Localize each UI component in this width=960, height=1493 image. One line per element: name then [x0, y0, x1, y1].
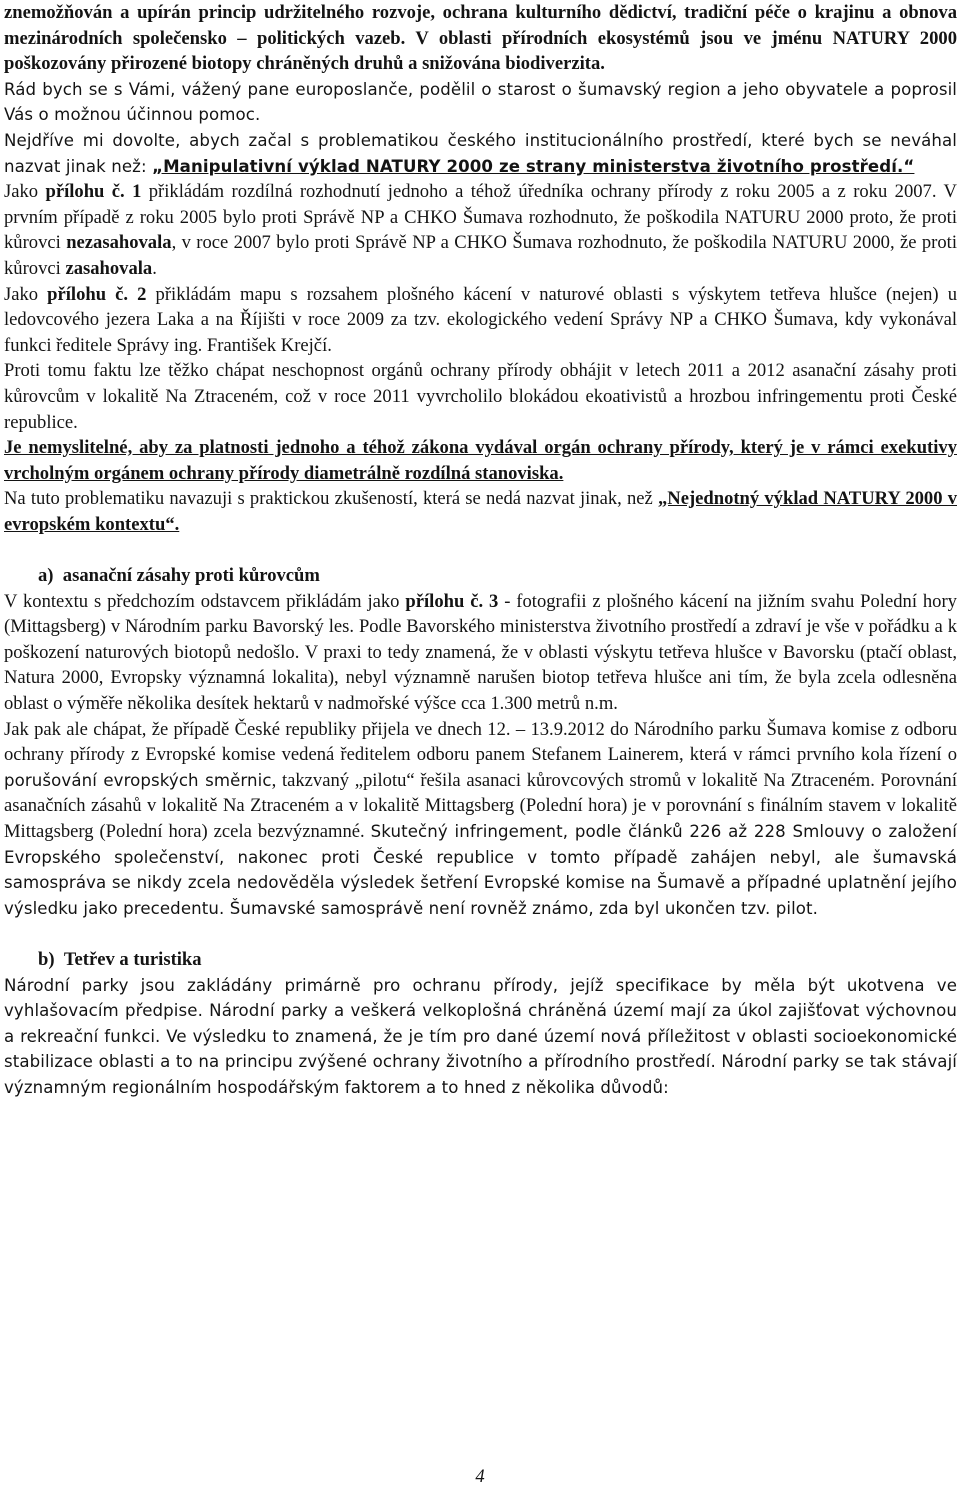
section-title: asanační zásahy proti kůrovcům [62, 565, 320, 587]
paragraph-text: znemožňován a upírán princip udržitelného rozvoje, ochrana kulturního dědictví, tradiční péče o krajinu a obnova mezinárodních společensko – politických vazeb. V oblasti přírodních ekosystémů jsou ve jménu NATURY 2000 poškozovány přirozené biotopy chráněných druhů a snižována biodiverzita. [4, 2, 957, 75]
paragraph-attachment-3 [4, 589, 957, 717]
paragraph-text: Národní parky jsou zakládány primárně pro ochranu přírody, jejíž specifikace by měla být ukotvena ve vyhlašovacím předpise. Národní parky a veškerá velkoplošná chráněná území mají za úkol zajišťovat výchovnou a rekreační funkci. Ve výsledku to znamená, že je tím pro dané území nová příležitost v oblasti socioekonomické stabilizace oblasti a to na principu zvýšené ochrany životního a přírodního prostředí. Národní parky se tak stávají významným regionálním hospodářským faktorem a to hned z několika důvodů: [4, 975, 957, 1097]
paragraph-commission [4, 717, 957, 922]
paragraph-attachment-1 [4, 179, 957, 281]
paragraph-text-sans: porušování evropských směrnic [4, 770, 272, 790]
paragraph-text: . [152, 257, 157, 279]
section-marker: a) [38, 565, 54, 587]
emphasis-word: zasahovala [65, 257, 153, 279]
attachment-number: 2 [128, 283, 147, 305]
attachment-number: 1 [124, 181, 142, 203]
paragraph-text: Rád bych se s Vámi, vážený pane europoslanče, podělil o starost o šumavský region a jeho obyvatele a poprosil Vás o možnou účinnou pomoc. [4, 79, 957, 125]
paragraph-text: Jako [4, 181, 46, 203]
paragraph-text: , v roce 2007 bylo proti Správě NP a CHKO Šumava rozhodnuto, že poškodila NATURU 2000, že proti kůrovci [4, 232, 957, 279]
attachment-ref: přílohu č. [47, 283, 129, 305]
paragraph-intro [4, 0, 957, 77]
paragraph-ztracene [4, 358, 957, 435]
paragraph-text: Proti tomu faktu lze těžko chápat neschopnost orgánů ochrany přírody obhájit v letech 2011 a 2012 asanační zásahy proti kůrovcům v lokalitě Na Ztraceném, což v roce 2011 vyvrcholilo blokádou ekoativistů a hrozbou infringementu proti České republice. [4, 360, 957, 433]
paragraph-text: přikládám rozdílná rozhodnutí jednoho a téhož úředníka ochrany přírody z roku 2005 a z roku 2007. V prvním případě z roku 2005 bylo proti Správě NP a CHKO Šumava rozhodnuto, že poškodila NATURU 2000 proto, že proti kůrovci [4, 181, 957, 254]
section-heading-b [4, 947, 957, 973]
attachment-ref: přílohu č. 3 [405, 590, 499, 612]
section-title: Tetřev a turistika [63, 948, 202, 970]
paragraph-attachment-2 [4, 282, 957, 359]
page-number: 4 [475, 1466, 485, 1487]
paragraph-text: Na tuto problematiku navazuji s praktickou zkušeností, která se nedá nazvat jinak, než [4, 488, 658, 510]
section-heading-a [4, 563, 957, 589]
paragraph-text: Jako [4, 283, 48, 305]
paragraph-text: Nejdříve mi dovolte, abych začal s problematikou českého institucionálního prostředí, které bych se neváhal nazvat jinak než: [4, 130, 957, 176]
paragraph-text: Je nemyslitelné, aby za platnosti jednoho a téhož zákona vydával orgán ochrany přírody, který je v rámci exekutivy vrcholným orgánem ochrany přírody diametrálně rozdílná stanoviska. [4, 437, 957, 484]
paragraph-text: , takzvaný „pilotu“ řešila asanaci kůrovcových stromů v lokalitě Na Ztraceném. Porovnání asanačních zásahů v lokalitě Na Ztraceném a v lokalitě Mittagsberg (Polední hora) je v porovnání s finálním stavem v lokalitě Mittagsberg (Polední hora) zcela bezvýznamné. [4, 769, 957, 842]
paragraph-text: Jak pak ale chápat, že případě České republiky přijela ve dnech 12. – 13.9.2012 do Národního parku Šumava komise z odboru ochrany přírody z Evropské komise vedená ředitelem odboru panem Stefanem Lainerem, která v rámci prvního kola řízení o [4, 718, 957, 766]
paragraph-text-sans: Skutečný infringement, podle článků 226 až 228 Smlouvy o založení Evropského společenství, nakonec proti České republice v tomto případě zahájen nebyl, ale šumavská samospráva se nikdy zcela nedověděla výsledek šetření Evropské komise na Šumavě a případné uplatnění jejího výsledku jako precedentu. Šumavské samosprávě není rovněž známo, zda byl ukončen tzv. pilot. [4, 822, 957, 918]
paragraph-national-parks [4, 973, 957, 1101]
section-marker: b) [38, 948, 55, 970]
attachment-ref: přílohu č. [45, 181, 125, 203]
emphasis-word: nezasahovala [66, 232, 172, 254]
paragraph-text: - fotografii z plošného kácení na jižním svahu Polední hory (Mittagsberg) v Národním parku Bavorský les. Podle Bavorského ministerstva životního prostředí a zdraví je vše v pořádku a k poškození naturových biotopů nedošlo. V praxi to tedy znamená, že v oblasti výskytu tetřeva hlušce v Bavorsku (ptačí oblast, Natura 2000, Evropsky významná lokalita), nebyl významně narušen biotop tetřeva hlušce ani tím, že byla zcela odlesněna oblast o výměře několika desítek hektarů v nadmořské výšce cca 1.300 metrů n.m. [4, 590, 957, 715]
paragraph-emphasis-statement [4, 435, 957, 486]
emphasis-quote: „Nejednotný výklad NATURY 2000 v evropském kontextu“. [4, 488, 957, 535]
emphasis-quote: „Manipulativní výklad NATURY 2000 ze strany ministerstva životního prostředí.“ [152, 156, 915, 176]
spacer [4, 921, 957, 947]
paragraph-text: přikládám mapu s rozsahem plošného kácení v naturové oblasti s výskytem tetřeva hlušce (nejen) u ledovcového jezera Laka a na Říjišti v roce 2009 za tzv. ekologického vedení Správy NP a CHKO Šumava, kdy vykonával funkci ředitele Správy ing. František Krejčí. [4, 283, 957, 356]
paragraph-text: V kontextu s předchozím odstavcem přikládám jako [4, 590, 406, 612]
paragraph-request [4, 77, 957, 128]
paragraph-nonuniform [4, 486, 957, 537]
spacer [4, 537, 957, 563]
paragraph-institutional [4, 128, 957, 179]
